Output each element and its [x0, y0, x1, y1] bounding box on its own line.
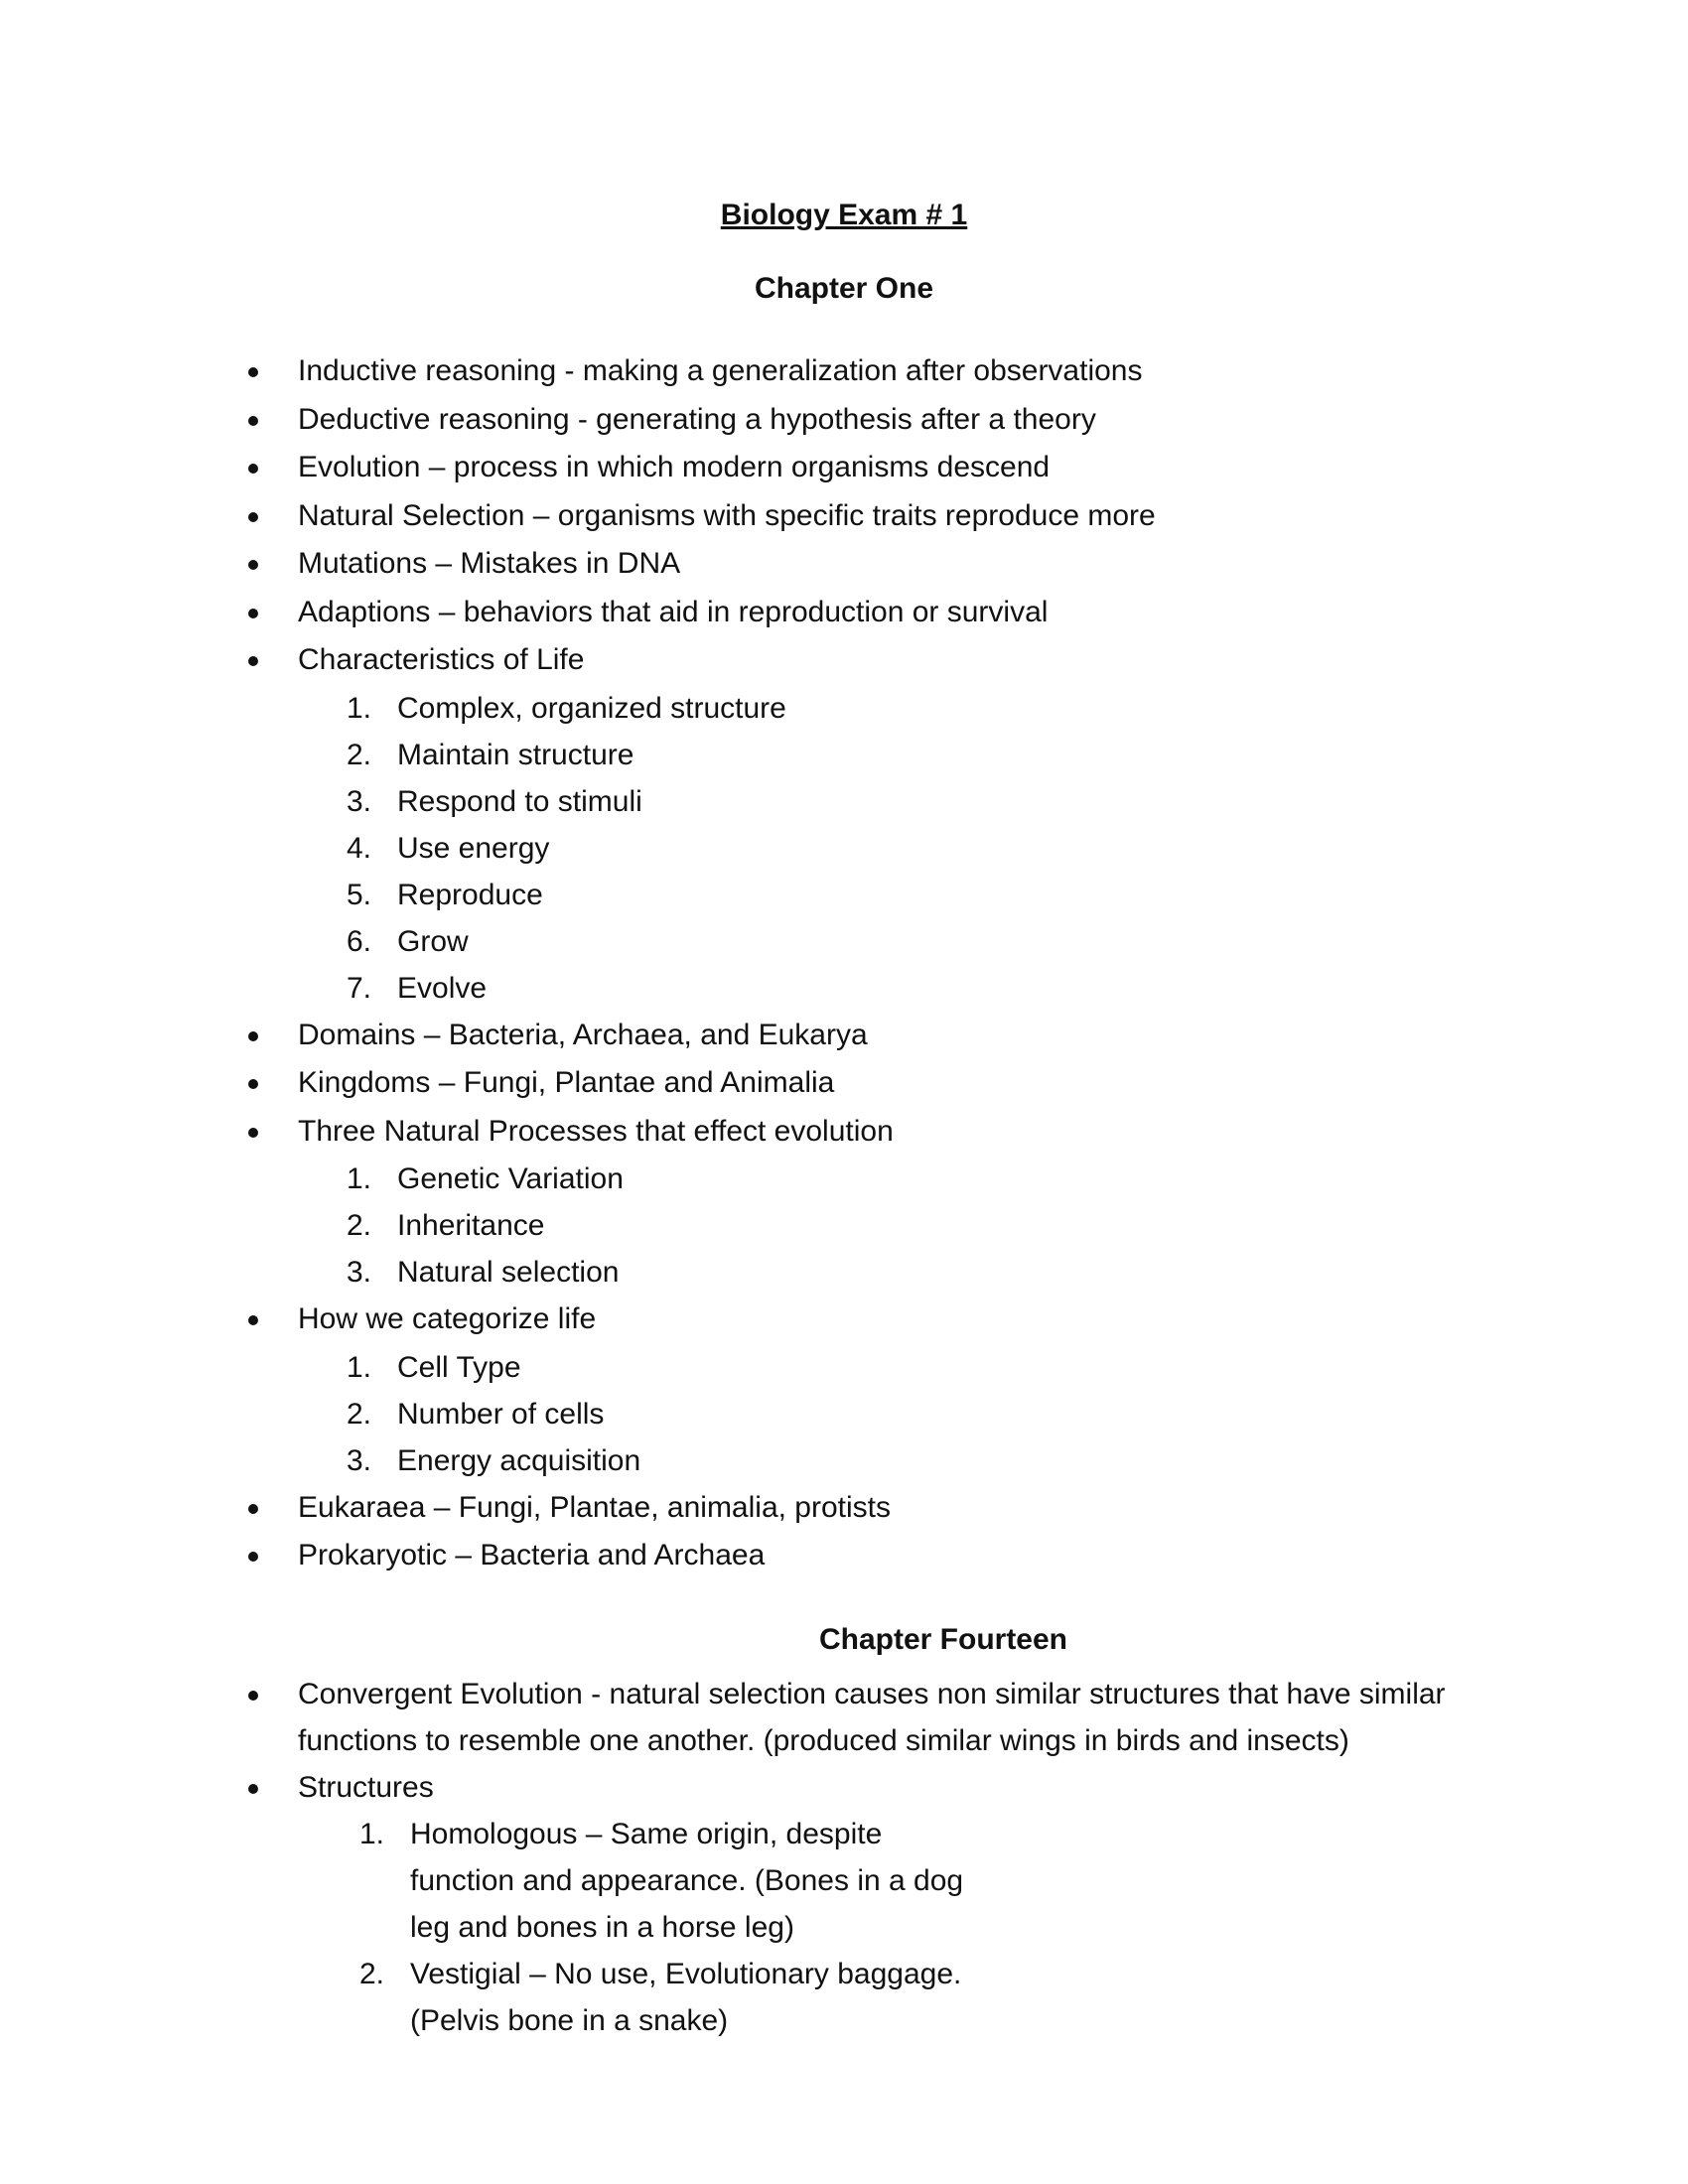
numbered-item	[298, 872, 1291, 918]
item-number: 2.	[347, 738, 372, 771]
chapter-one-heading: Chapter One	[754, 272, 934, 305]
bullet-text: Prokaryotic – Bacteria and Archaea	[298, 1539, 766, 1571]
item-number: 3.	[347, 1443, 372, 1477]
numbered-item-text: Use energy	[397, 831, 550, 865]
numbered-item	[298, 1437, 1291, 1484]
bullet-text: Adaptions – behaviors that aid in reproduction or survival	[298, 595, 1049, 628]
numbered-item-text: Complex, organized structure	[397, 691, 786, 725]
bullet-icon	[248, 1031, 258, 1041]
bullet-item	[0, 1484, 1489, 1533]
bullet-text: Characteristics of Life	[298, 643, 585, 676]
chapter-fourteen-section	[0, 1671, 1688, 2044]
bullet-icon	[248, 1315, 258, 1325]
numbered-item-text: Maintain structure	[397, 738, 634, 771]
numbered-item-text: Energy acquisition	[397, 1443, 641, 1477]
bullet-item	[0, 1296, 1489, 1484]
numbered-sublist	[0, 1811, 1489, 2044]
item-number: 1.	[347, 1162, 372, 1195]
bullet-text: Mutations – Mistakes in DNA	[298, 547, 681, 580]
numbered-item-text: Natural selection	[397, 1256, 620, 1289]
bullet-icon	[248, 464, 258, 474]
bullet-icon	[248, 1784, 258, 1794]
bullet-item	[0, 444, 1489, 492]
item-number: 3.	[347, 1256, 372, 1289]
bullet-item	[0, 589, 1489, 637]
page-title: Biology Exam # 1	[720, 199, 968, 231]
numbered-item-text: Evolve	[397, 971, 488, 1005]
numbered-item	[298, 1344, 1291, 1391]
bullet-item	[0, 1108, 1489, 1297]
bullet-icon	[248, 367, 258, 377]
bullet-item	[0, 1671, 1489, 1764]
bullet-icon	[248, 1079, 258, 1089]
numbered-item	[298, 778, 1291, 825]
bullet-item	[0, 1059, 1489, 1108]
bullet-icon	[248, 609, 258, 618]
item-number: 6.	[347, 924, 372, 958]
bullet-text: Eukaraea – Fungi, Plantae, animalia, protists	[298, 1490, 891, 1524]
bullet-text: Evolution – process in which modern organisms descend	[298, 451, 1051, 483]
bullet-item	[0, 1012, 1489, 1060]
numbered-item	[298, 825, 1291, 872]
chapter-fourteen-list	[0, 1671, 1688, 2044]
chapter-one-section	[0, 347, 1688, 1580]
bullet-item	[0, 347, 1489, 396]
numbered-item-text: Vestigial – No use, Evolutionary baggage. (Pelvis bone in a snake)	[410, 1958, 962, 2037]
numbered-item	[298, 1156, 1291, 1202]
bullet-icon	[248, 560, 258, 570]
numbered-item-text: Homologous – Same origin, despite function and appearance. (Bones in a dog leg and bones in a horse leg)	[410, 1818, 964, 1944]
item-number: 2.	[347, 1209, 372, 1242]
chapter-fourteen-heading: Chapter Fourteen	[818, 1623, 1068, 1656]
bullet-item	[0, 540, 1489, 589]
item-number: 1.	[347, 1350, 372, 1384]
item-number: 4.	[347, 831, 372, 865]
item-number: 2.	[347, 1397, 372, 1431]
chapter-one-list	[0, 347, 1688, 1580]
numbered-item	[298, 1249, 1291, 1296]
bullet-text: Three Natural Processes that effect evolution	[298, 1114, 894, 1148]
numbered-item	[0, 1811, 1132, 1951]
bullet-icon	[248, 1504, 258, 1514]
numbered-item-text: Cell Type	[397, 1350, 521, 1384]
bullet-text: Natural Selection – organisms with specific traits reproduce more	[298, 498, 1156, 532]
numbered-item-text: Reproduce	[397, 878, 543, 911]
numbered-sublist	[298, 1344, 1489, 1484]
numbered-item	[298, 732, 1291, 778]
numbered-item-text: Number of cells	[397, 1397, 605, 1431]
numbered-item	[298, 965, 1291, 1012]
item-number: 7.	[347, 971, 372, 1005]
bullet-icon	[248, 416, 258, 426]
bullet-text: Inductive reasoning - making a generalization after observations	[298, 354, 1143, 387]
item-number: 5.	[347, 878, 372, 911]
numbered-item	[298, 1391, 1291, 1437]
bullet-text: Kingdoms – Fungi, Plantae and Animalia	[298, 1066, 835, 1099]
bullet-item	[0, 1532, 1489, 1580]
bullet-text: Structures	[298, 1771, 434, 1804]
numbered-sublist	[298, 1156, 1489, 1296]
item-number: 3.	[347, 784, 372, 818]
numbered-item	[298, 685, 1291, 732]
item-number: 1.	[359, 1818, 385, 1850]
numbered-sublist	[298, 685, 1489, 1012]
bullet-icon	[248, 1691, 258, 1701]
numbered-item	[0, 1951, 1132, 2044]
bullet-item	[0, 636, 1489, 1012]
bullet-item	[0, 396, 1489, 445]
bullet-icon	[248, 512, 258, 522]
bullet-item	[0, 1764, 1489, 2044]
numbered-item-text: Grow	[397, 924, 469, 958]
item-number: 1.	[347, 691, 372, 725]
bullet-text: How we categorize life	[298, 1302, 597, 1335]
numbered-item-text: Respond to stimuli	[397, 784, 642, 818]
bullet-icon	[248, 1128, 258, 1138]
numbered-item	[298, 1202, 1291, 1249]
bullet-text: Deductive reasoning - generating a hypothesis after a theory	[298, 402, 1096, 436]
numbered-item-text: Inheritance	[397, 1209, 545, 1242]
numbered-item-text: Genetic Variation	[397, 1162, 624, 1195]
bullet-text: Convergent Evolution - natural selection causes non similar structures that have similar functions to resemble one another. (produced similar wings in birds and insects)	[298, 1678, 1446, 1757]
bullet-text: Domains – Bacteria, Archaea, and Eukarya	[298, 1018, 868, 1051]
item-number: 2.	[359, 1958, 385, 1990]
bullet-item	[0, 492, 1489, 541]
numbered-item	[298, 918, 1291, 965]
bullet-icon	[248, 1552, 258, 1562]
bullet-icon	[248, 656, 258, 666]
